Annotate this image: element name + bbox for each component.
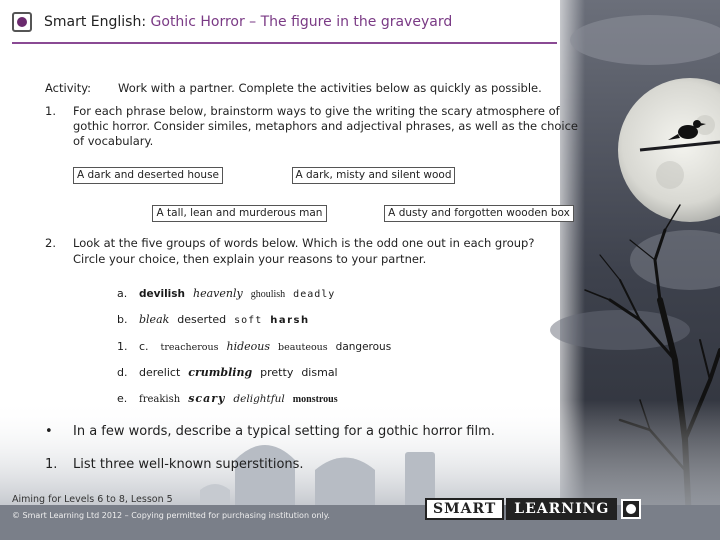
- phrase-box-2: A dark, misty and silent wood: [292, 167, 455, 184]
- phrase-box-4: A dusty and forgotten wooden box: [384, 205, 574, 222]
- group-letter: 1.: [117, 340, 128, 353]
- word-option[interactable]: dangerous: [335, 341, 392, 353]
- word-option[interactable]: crumbling: [188, 366, 253, 379]
- word-group-a: [117, 287, 343, 303]
- word-option[interactable]: heavenly: [193, 287, 243, 300]
- word-option[interactable]: treacherous: [160, 342, 219, 353]
- word-option[interactable]: ghoulish: [250, 289, 286, 300]
- word-option[interactable]: derelict: [139, 366, 181, 379]
- page-title: [44, 14, 452, 30]
- header-square-icon: [12, 12, 32, 32]
- word-option[interactable]: bleak: [139, 313, 170, 326]
- word-option[interactable]: freakish: [139, 394, 181, 405]
- word-option[interactable]: delightful: [233, 393, 285, 405]
- superstitions-question: List three well-known superstitions.: [73, 457, 304, 472]
- word-option[interactable]: scary: [188, 392, 226, 405]
- q2-line-2: Circle your choice, then explain your reasons to your partner.: [73, 252, 427, 266]
- logo-learning: LEARNING: [506, 498, 617, 520]
- q2-line-1: Look at the five groups of words below. Which is the odd one out in each group?: [73, 236, 535, 250]
- header-divider: [12, 42, 557, 44]
- title-topic: Gothic Horror – The figure in the graveyard: [150, 14, 453, 30]
- word-option[interactable]: deserted: [177, 313, 227, 326]
- word-group-e: [117, 392, 346, 408]
- header: [12, 12, 452, 32]
- group-sub-letter: c.: [139, 340, 149, 353]
- level-text: Aiming for Levels 6 to 8, Lesson 5: [12, 494, 173, 505]
- logo-square-icon: [621, 499, 641, 519]
- q1-line-1: For each phrase below, brainstorm ways to give the writing the scary atmosphere of: [73, 104, 560, 118]
- group-letter: e.: [117, 392, 128, 405]
- word-option[interactable]: devilish: [139, 288, 186, 300]
- phrase-box-1: A dark and deserted house: [73, 167, 223, 184]
- q2-number: 2.: [45, 236, 56, 250]
- word-option[interactable]: dismal: [301, 366, 338, 379]
- group-letter: b.: [117, 313, 128, 326]
- group-letter: d.: [117, 366, 128, 379]
- q1-line-3: of vocabulary.: [73, 134, 154, 148]
- word-option[interactable]: pretty: [260, 366, 294, 379]
- word-option[interactable]: deadly: [293, 289, 336, 300]
- word-option[interactable]: monstrous: [292, 394, 338, 405]
- word-option[interactable]: hideous: [226, 340, 271, 353]
- title-prefix: Smart English:: [44, 14, 147, 30]
- word-group-b: [117, 313, 318, 329]
- copyright-text: © Smart Learning Ltd 2012 – Copying permitted for purchasing institution only.: [12, 511, 330, 520]
- q1-line-2: gothic horror. Consider similes, metaphors and adjectival phrases, as well as the choice: [73, 119, 578, 133]
- smart-learning-logo: [425, 498, 641, 520]
- phrase-box-3: A tall, lean and murderous man: [152, 205, 327, 222]
- activity-text: Work with a partner. Complete the activities below as quickly as possible.: [118, 81, 542, 95]
- activity-label: Activity:: [45, 81, 92, 95]
- list-marker: 1.: [45, 457, 58, 472]
- word-option[interactable]: harsh: [270, 315, 310, 326]
- word-option[interactable]: soft: [234, 315, 263, 326]
- group-letter: a.: [117, 287, 128, 300]
- word-group-d: [117, 366, 346, 382]
- bullet-marker: •: [45, 424, 53, 439]
- word-group-c: [117, 340, 399, 356]
- q1-number: 1.: [45, 104, 56, 118]
- setting-question: In a few words, describe a typical setting for a gothic horror film.: [73, 424, 495, 439]
- word-option[interactable]: beauteous: [278, 342, 328, 353]
- logo-smart: SMART: [425, 498, 504, 520]
